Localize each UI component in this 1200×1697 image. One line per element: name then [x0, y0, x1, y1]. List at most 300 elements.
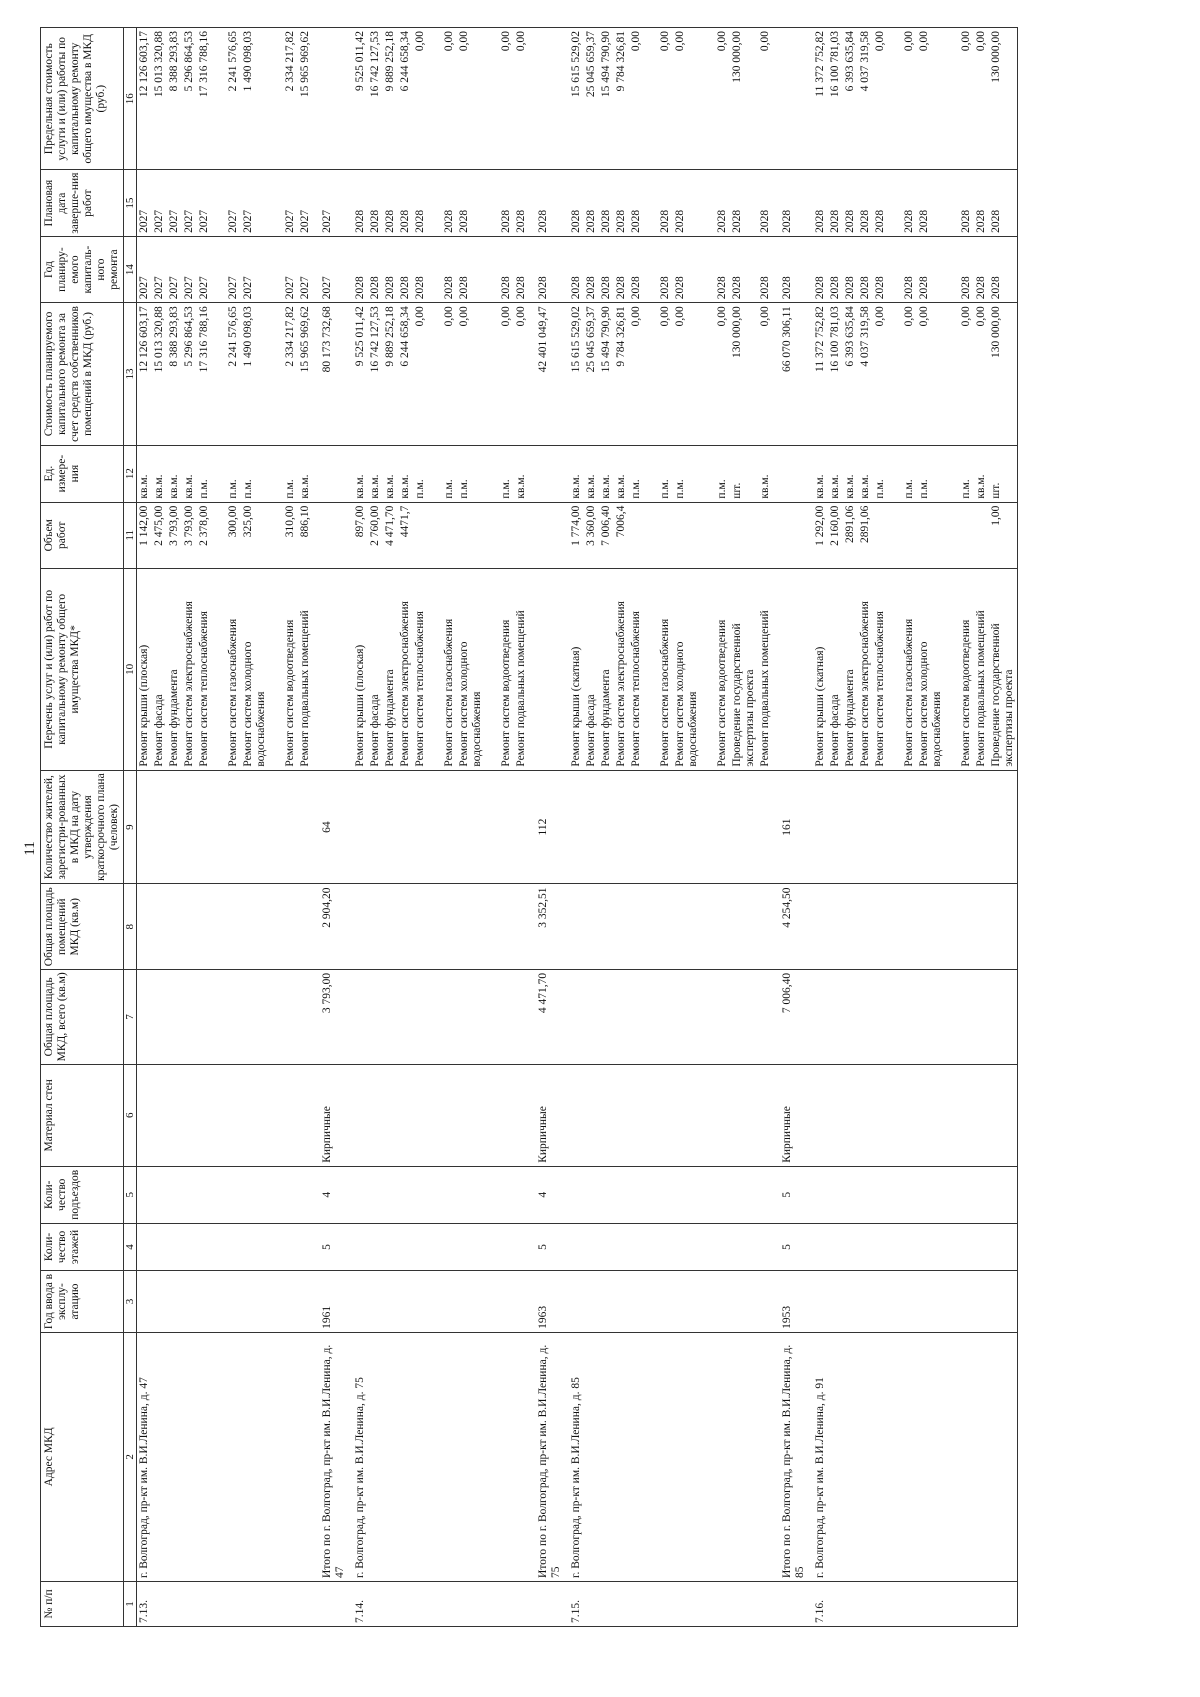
work-unit: п.м. — [226, 445, 241, 502]
empty-cell — [241, 1271, 269, 1333]
empty-cell — [959, 969, 974, 1064]
empty-cell — [644, 969, 658, 1064]
empty-cell — [584, 770, 599, 884]
empty-cell — [269, 236, 283, 302]
column-number-10: 10 — [124, 568, 137, 770]
empty-cell — [701, 884, 715, 969]
work-name: Ремонт подвальных помещений — [758, 568, 773, 770]
empty-cell — [197, 1332, 212, 1581]
work-end-date: 2028 — [758, 170, 773, 236]
empty-cell — [269, 502, 283, 568]
work-max-cost: 0,00 — [873, 28, 888, 170]
work-volume: 3 793,00 — [167, 502, 182, 568]
empty-cell — [828, 1271, 843, 1333]
empty-cell — [457, 1166, 485, 1223]
empty-cell — [269, 1332, 283, 1581]
empty-cell — [298, 1166, 313, 1223]
empty-cell — [658, 1332, 673, 1581]
empty-cell — [269, 1223, 283, 1270]
empty-cell — [383, 770, 398, 884]
empty-cell — [269, 1581, 283, 1626]
empty-cell — [584, 884, 599, 969]
empty-cell — [241, 1064, 269, 1166]
empty-cell — [485, 568, 499, 770]
work-row — [197, 28, 212, 1627]
empty-cell — [959, 1166, 974, 1223]
table-body — [137, 28, 1018, 1627]
empty-cell — [644, 1166, 658, 1223]
empty-cell — [701, 1332, 715, 1581]
empty-cell — [701, 303, 715, 445]
spacer-row — [485, 28, 499, 1627]
empty-cell — [673, 770, 701, 884]
empty-cell — [658, 884, 673, 969]
empty-cell — [269, 445, 283, 502]
work-name: Ремонт фасада — [152, 568, 167, 770]
work-year: 2028 — [843, 236, 858, 302]
empty-cell — [152, 770, 167, 884]
empty-cell — [858, 969, 873, 1064]
empty-cell — [298, 1223, 313, 1270]
work-max-cost: 0,00 — [413, 28, 428, 170]
empty-cell — [614, 969, 629, 1064]
empty-cell — [644, 1581, 658, 1626]
work-volume: 1,00 — [989, 502, 1018, 568]
empty-cell — [945, 1332, 959, 1581]
empty-cell — [945, 445, 959, 502]
work-row — [167, 28, 182, 1627]
empty-cell — [485, 1332, 499, 1581]
empty-cell — [457, 884, 485, 969]
empty-cell — [428, 1166, 442, 1223]
empty-cell — [499, 1581, 514, 1626]
empty-cell — [569, 1064, 584, 1166]
empty-cell — [701, 770, 715, 884]
wall-material: Кирпичные — [313, 1064, 353, 1166]
empty-cell — [843, 1332, 858, 1581]
empty-cell — [485, 1166, 499, 1223]
work-cost: 6 393 635,84 — [843, 303, 858, 445]
work-unit: кв.м. — [599, 445, 614, 502]
work-cost: 9 525 011,42 — [353, 303, 368, 445]
empty-cell — [629, 1223, 644, 1270]
empty-cell — [368, 1271, 383, 1333]
spacer-row — [644, 28, 658, 1627]
empty-cell — [888, 884, 902, 969]
work-max-cost: 0,00 — [917, 28, 945, 170]
work-volume: 2 160,00 — [828, 502, 843, 568]
work-year: 2028 — [584, 236, 599, 302]
empty-cell — [858, 1064, 873, 1166]
work-unit: п.м. — [658, 445, 673, 502]
empty-cell — [499, 1223, 514, 1270]
empty-cell — [368, 1581, 383, 1626]
empty-cell — [959, 1223, 974, 1270]
empty-cell — [226, 884, 241, 969]
empty-cell — [758, 1332, 773, 1581]
total-area: 7 006,40 — [773, 969, 813, 1064]
empty-cell — [499, 969, 514, 1064]
empty-cell — [888, 1581, 902, 1626]
empty-cell — [614, 1223, 629, 1270]
empty-cell — [644, 568, 658, 770]
work-max-cost: 1 490 098,03 — [241, 28, 269, 170]
work-volume — [629, 502, 644, 568]
work-unit: п.м. — [457, 445, 485, 502]
work-end-date: 2027 — [226, 170, 241, 236]
work-year: 2028 — [383, 236, 398, 302]
empty-cell — [428, 1332, 442, 1581]
empty-cell — [313, 1581, 353, 1626]
empty-cell — [644, 236, 658, 302]
work-cost: 9 889 252,18 — [383, 303, 398, 445]
empty-cell — [974, 1223, 989, 1270]
work-cost: 1 490 098,03 — [241, 303, 269, 445]
empty-cell — [974, 770, 989, 884]
work-cost: 2 241 576,65 — [226, 303, 241, 445]
empty-cell — [413, 1064, 428, 1166]
work-row — [368, 28, 383, 1627]
work-end-date: 2028 — [974, 170, 989, 236]
empty-cell — [888, 303, 902, 445]
empty-cell — [902, 969, 917, 1064]
empty-cell — [888, 1271, 902, 1333]
empty-cell — [152, 1223, 167, 1270]
work-row — [499, 28, 514, 1627]
work-max-cost: 0,00 — [514, 28, 529, 170]
work-end-date: 2028 — [569, 170, 584, 236]
work-cost: 0,00 — [629, 303, 644, 445]
building-total-row — [773, 28, 813, 1627]
work-year: 2028 — [959, 236, 974, 302]
work-row — [658, 28, 673, 1627]
column-header-7: Общая площадь МКД, всего (кв.м) — [41, 969, 124, 1064]
work-unit: п.м. — [917, 445, 945, 502]
column-number-7: 7 — [124, 969, 137, 1064]
total-cost: 80 173 732,68 — [313, 303, 353, 445]
empty-cell — [730, 1271, 758, 1333]
work-end-date: 2028 — [658, 170, 673, 236]
empty-cell — [241, 969, 269, 1064]
empty-cell — [902, 1064, 917, 1166]
empty-cell — [398, 770, 413, 884]
work-row — [152, 28, 167, 1627]
empty-cell — [773, 445, 813, 502]
empty-cell — [398, 1271, 413, 1333]
empty-cell — [499, 1271, 514, 1333]
empty-cell — [629, 1064, 644, 1166]
work-name: Ремонт систем холодного водоснабжения — [673, 568, 701, 770]
empty-cell — [974, 1332, 989, 1581]
work-cost: 0,00 — [442, 303, 457, 445]
work-year: 2028 — [673, 236, 701, 302]
empty-cell — [428, 303, 442, 445]
empty-cell — [428, 770, 442, 884]
work-row — [298, 28, 313, 1627]
empty-cell — [137, 884, 153, 969]
empty-cell — [974, 1166, 989, 1223]
empty-cell — [212, 770, 226, 884]
work-end-date: 2028 — [584, 170, 599, 236]
column-header-8: Общая площадь помещений МКД (кв.м) — [41, 884, 124, 969]
empty-cell — [485, 969, 499, 1064]
work-cost: 0,00 — [673, 303, 701, 445]
work-volume — [902, 502, 917, 568]
empty-cell — [182, 884, 197, 969]
work-end-date: 2027 — [241, 170, 269, 236]
work-row — [457, 28, 485, 1627]
work-max-cost: 15 615 529,02 — [569, 28, 584, 170]
work-year: 2027 — [226, 236, 241, 302]
empty-cell — [701, 445, 715, 502]
empty-cell — [398, 969, 413, 1064]
work-volume: 7006,4 — [614, 502, 629, 568]
empty-cell — [241, 1332, 269, 1581]
empty-cell — [989, 884, 1018, 969]
work-year: 2027 — [152, 236, 167, 302]
work-max-cost: 130 000,00 — [989, 28, 1018, 170]
work-end-date: 2028 — [813, 170, 828, 236]
work-row — [413, 28, 428, 1627]
empty-cell — [442, 1332, 457, 1581]
empty-cell — [917, 884, 945, 969]
work-year: 2028 — [902, 236, 917, 302]
work-year: 2028 — [917, 236, 945, 302]
empty-cell — [428, 568, 442, 770]
empty-cell — [599, 969, 614, 1064]
empty-cell — [873, 1166, 888, 1223]
empty-cell — [269, 1271, 283, 1333]
work-cost: 8 388 293,83 — [167, 303, 182, 445]
work-name: Ремонт систем теплоснабжения — [197, 568, 212, 770]
empty-cell — [945, 568, 959, 770]
empty-cell — [888, 1166, 902, 1223]
empty-cell — [843, 770, 858, 884]
empty-cell — [584, 1332, 599, 1581]
empty-cell — [569, 1271, 584, 1333]
empty-cell — [428, 236, 442, 302]
floors-count: 5 — [773, 1223, 813, 1270]
work-name: Ремонт систем электроснабжения — [182, 568, 197, 770]
empty-cell — [428, 1271, 442, 1333]
empty-cell — [428, 445, 442, 502]
empty-cell — [701, 969, 715, 1064]
work-row — [599, 28, 614, 1627]
empty-cell — [182, 1223, 197, 1270]
work-volume — [413, 502, 428, 568]
empty-cell — [368, 969, 383, 1064]
premises-area: 4 254,50 — [773, 884, 813, 969]
empty-cell — [644, 770, 658, 884]
total-year: 2028 — [773, 236, 813, 302]
work-year: 2028 — [858, 236, 873, 302]
empty-cell — [888, 1064, 902, 1166]
premises-area: 2 904,20 — [313, 884, 353, 969]
column-number-4: 4 — [124, 1223, 137, 1270]
empty-cell — [658, 969, 673, 1064]
empty-cell — [457, 770, 485, 884]
work-unit: кв.м. — [614, 445, 629, 502]
empty-cell — [584, 1581, 599, 1626]
work-name: Ремонт систем холодного водоснабжения — [241, 568, 269, 770]
empty-cell — [569, 1166, 584, 1223]
work-row — [959, 28, 974, 1627]
empty-cell — [701, 568, 715, 770]
empty-cell — [212, 502, 226, 568]
empty-cell — [945, 1581, 959, 1626]
work-unit: п.м. — [499, 445, 514, 502]
work-end-date: 2028 — [902, 170, 917, 236]
work-max-cost: 6 244 658,34 — [398, 28, 413, 170]
work-year: 2028 — [413, 236, 428, 302]
empty-cell — [644, 170, 658, 236]
empty-cell — [499, 884, 514, 969]
empty-cell — [182, 1581, 197, 1626]
empty-cell — [428, 502, 442, 568]
work-name: Ремонт фасада — [368, 568, 383, 770]
work-volume — [917, 502, 945, 568]
empty-cell — [644, 303, 658, 445]
empty-cell — [873, 884, 888, 969]
empty-cell — [828, 1064, 843, 1166]
work-cost: 0,00 — [917, 303, 945, 445]
empty-cell — [843, 884, 858, 969]
empty-cell — [917, 1581, 945, 1626]
empty-cell — [644, 502, 658, 568]
empty-cell — [658, 1166, 673, 1223]
work-unit: кв.м. — [182, 445, 197, 502]
work-max-cost: 4 037 319,58 — [858, 28, 873, 170]
work-end-date: 2027 — [152, 170, 167, 236]
empty-cell — [212, 1223, 226, 1270]
empty-cell — [197, 884, 212, 969]
total-area: 3 793,00 — [313, 969, 353, 1064]
work-cost: 6 244 658,34 — [398, 303, 413, 445]
empty-cell — [629, 1271, 644, 1333]
work-cost: 12 126 603,17 — [137, 303, 153, 445]
work-unit: п.м. — [442, 445, 457, 502]
work-volume: 300,00 — [226, 502, 241, 568]
empty-cell — [457, 1332, 485, 1581]
empty-cell — [584, 1166, 599, 1223]
empty-cell — [152, 1332, 167, 1581]
empty-cell — [599, 1064, 614, 1166]
work-year: 2028 — [758, 236, 773, 302]
empty-cell — [644, 884, 658, 969]
empty-cell — [873, 1223, 888, 1270]
empty-cell — [167, 1581, 182, 1626]
spacer-row — [212, 28, 226, 1627]
empty-cell — [353, 969, 368, 1064]
empty-cell — [658, 1581, 673, 1626]
work-year: 2027 — [137, 236, 153, 302]
work-cost: 0,00 — [902, 303, 917, 445]
work-end-date: 2028 — [457, 170, 485, 236]
empty-cell — [658, 770, 673, 884]
empty-cell — [212, 236, 226, 302]
work-max-cost: 8 388 293,83 — [167, 28, 182, 170]
column-number-12: 12 — [124, 445, 137, 502]
empty-cell — [569, 1223, 584, 1270]
empty-cell — [701, 170, 715, 236]
empty-cell — [888, 969, 902, 1064]
work-volume: 2 378,00 — [197, 502, 212, 568]
column-header-12: Ед. измере-ния — [41, 445, 124, 502]
empty-cell — [457, 1581, 485, 1626]
empty-cell — [413, 1332, 428, 1581]
work-volume: 3 360,00 — [584, 502, 599, 568]
empty-cell — [614, 1581, 629, 1626]
empty-cell — [959, 1332, 974, 1581]
empty-cell — [269, 884, 283, 969]
work-row — [730, 28, 758, 1627]
work-volume — [673, 502, 701, 568]
empty-cell — [428, 1223, 442, 1270]
work-unit: п.м. — [413, 445, 428, 502]
work-name: Ремонт фундамента — [167, 568, 182, 770]
work-row — [989, 28, 1018, 1627]
work-max-cost: 2 334 217,82 — [283, 28, 298, 170]
work-max-cost: 0,00 — [758, 28, 773, 170]
work-unit: п.м. — [197, 445, 212, 502]
empty-cell — [442, 1166, 457, 1223]
work-max-cost: 15 013 320,88 — [152, 28, 167, 170]
work-volume: 3 793,00 — [182, 502, 197, 568]
empty-cell — [383, 1332, 398, 1581]
work-unit: кв.м. — [843, 445, 858, 502]
empty-cell — [584, 1223, 599, 1270]
empty-cell — [945, 303, 959, 445]
total-year: 2027 — [313, 236, 353, 302]
work-unit: кв.м. — [167, 445, 182, 502]
work-name: Ремонт фундамента — [383, 568, 398, 770]
empty-cell — [673, 969, 701, 1064]
empty-cell — [715, 884, 730, 969]
empty-cell — [182, 770, 197, 884]
empty-cell — [701, 1271, 715, 1333]
empty-cell — [197, 1223, 212, 1270]
empty-cell — [758, 1223, 773, 1270]
work-unit: шт. — [730, 445, 758, 502]
build-year: 1953 — [773, 1271, 813, 1333]
empty-cell — [313, 568, 353, 770]
work-name: Ремонт систем теплоснабжения — [873, 568, 888, 770]
empty-cell — [858, 1223, 873, 1270]
column-number-14: 14 — [124, 236, 137, 302]
work-cost: 16 100 781,03 — [828, 303, 843, 445]
work-row — [182, 28, 197, 1627]
empty-cell — [828, 969, 843, 1064]
empty-cell — [413, 770, 428, 884]
work-end-date: 2028 — [989, 170, 1018, 236]
work-year: 2028 — [989, 236, 1018, 302]
empty-cell — [197, 1064, 212, 1166]
empty-cell — [858, 770, 873, 884]
empty-cell — [137, 770, 153, 884]
empty-cell — [212, 170, 226, 236]
work-end-date: 2028 — [917, 170, 945, 236]
empty-cell — [758, 1064, 773, 1166]
empty-cell — [283, 1271, 298, 1333]
building-address: г. Волгоград, пр-кт им. В.И.Ленина, д. 91 — [813, 1332, 828, 1581]
empty-cell — [269, 568, 283, 770]
empty-cell — [773, 568, 813, 770]
empty-cell — [614, 1332, 629, 1581]
empty-cell — [888, 28, 902, 170]
empty-cell — [730, 1064, 758, 1166]
empty-cell — [383, 884, 398, 969]
empty-cell — [917, 770, 945, 884]
